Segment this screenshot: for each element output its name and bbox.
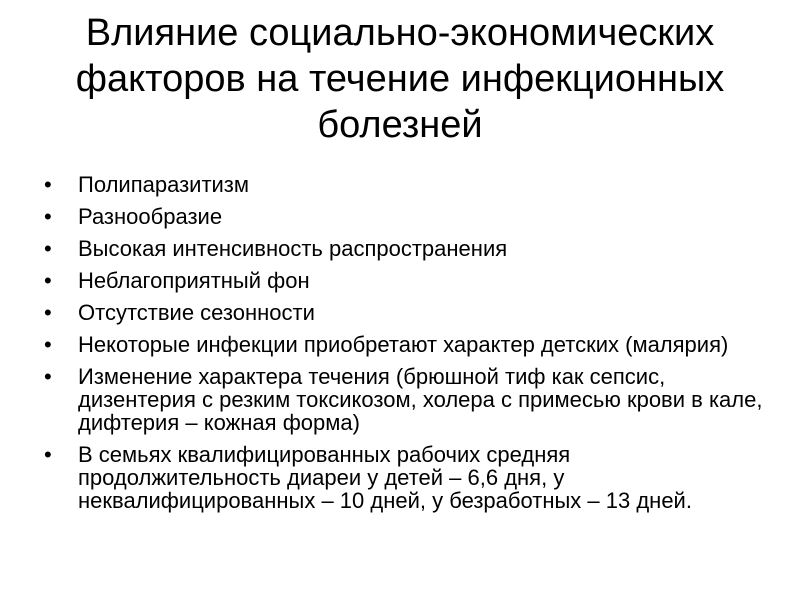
list-item (44, 205, 764, 228)
list-item-text: Некоторые инфекции приобретают характер детских (малярия) (78, 332, 729, 357)
list-item (44, 365, 764, 434)
list-item (44, 173, 764, 196)
list-item (44, 333, 764, 356)
bullet-icon: • (44, 442, 52, 467)
bullet-list (44, 173, 764, 521)
list-item-text: Полипаразитизм (78, 172, 250, 197)
bullet-icon: • (44, 364, 52, 389)
list-item-text: Неблагоприятный фон (78, 268, 310, 293)
bullet-icon: • (44, 172, 52, 197)
bullet-icon: • (44, 236, 52, 261)
list-item-text: Высокая интенсивность распространения (78, 236, 508, 261)
bullet-icon: • (44, 204, 52, 229)
list-item (44, 443, 764, 512)
list-item (44, 301, 764, 324)
bullet-icon: • (44, 300, 52, 325)
list-item (44, 269, 764, 292)
list-item-text: Изменение характера течения (брюшной тиф как сепсис, дизентерия с резким токсикозом, холера с примесью крови в кале, дифтерия – кожная форма) (78, 364, 763, 435)
slide-title: Влияние социально-экономических факторов на течение инфекционных болезней (75, 12, 725, 146)
bullet-icon: • (44, 268, 52, 293)
list-item-text: Разнообразие (78, 204, 223, 229)
bullet-icon: • (44, 332, 52, 357)
list-item-text: В семьях квалифицированных рабочих средняя продолжительность диареи у детей – 6,6 дня, у неквалифицированных – 10 дней, у безработных – 13 дней. (78, 442, 692, 513)
list-item-text: Отсутствие сезонности (78, 300, 315, 325)
list-item (44, 237, 764, 260)
